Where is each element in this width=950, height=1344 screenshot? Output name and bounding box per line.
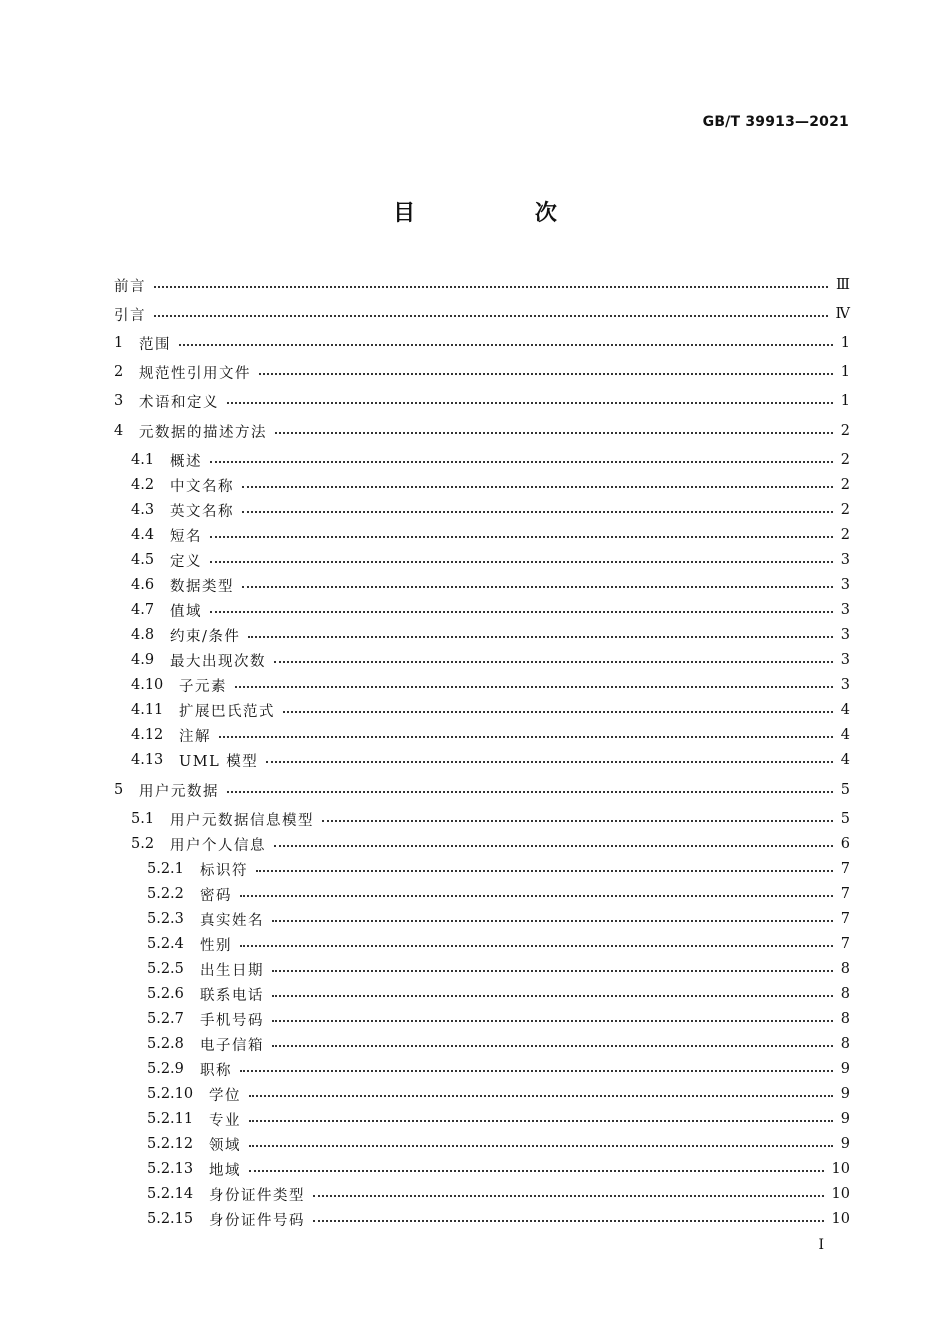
toc-entry-title: 注解 xyxy=(179,728,211,745)
toc-leader-dots xyxy=(272,1020,833,1022)
toc-entry-page: 2 xyxy=(840,423,850,439)
toc-entry-page: 1 xyxy=(840,364,850,380)
toc-entry[interactable] xyxy=(114,649,850,671)
toc-entry-title: 联系电话 xyxy=(200,987,264,1004)
toc-entry-title: 身份证件类型 xyxy=(209,1187,305,1204)
toc-entry[interactable] xyxy=(114,390,850,412)
toc-leader-dots xyxy=(210,561,833,563)
toc-entry-title: 短名 xyxy=(170,528,202,545)
toc-entry-number: 5.1 xyxy=(131,811,155,827)
toc-entry-number: 5.2.1 xyxy=(147,861,184,877)
toc-entry-title: 最大出现次数 xyxy=(170,653,266,670)
toc-entry-page: 4 xyxy=(840,727,850,743)
toc-entry-page: 9 xyxy=(840,1136,850,1152)
toc-leader-dots xyxy=(240,1070,833,1072)
toc-leader-dots xyxy=(313,1220,824,1222)
toc-entry-number: 5.2 xyxy=(131,836,155,852)
toc-entry-page: 8 xyxy=(840,1011,850,1027)
toc-entry-title: 用户元数据信息模型 xyxy=(170,812,314,829)
table-of-contents xyxy=(114,0,850,1344)
toc-entry-title: 值域 xyxy=(170,603,202,620)
toc-entry-page: 6 xyxy=(840,836,850,852)
toc-entry-page: 7 xyxy=(840,936,850,952)
toc-leader-dots xyxy=(227,791,833,793)
toc-entry-page: 8 xyxy=(840,961,850,977)
toc-leader-dots xyxy=(249,1120,833,1122)
toc-entry-title: 子元素 xyxy=(179,678,227,695)
toc-entry[interactable] xyxy=(114,1133,850,1155)
page-title: 目 次 xyxy=(393,200,613,226)
toc-entry-number: 5.2.4 xyxy=(147,936,184,952)
toc-leader-dots xyxy=(154,315,828,317)
toc-entry[interactable] xyxy=(114,1183,850,1205)
toc-leader-dots xyxy=(274,661,833,663)
toc-entry[interactable] xyxy=(114,833,850,855)
toc-entry-number: 5 xyxy=(114,782,124,798)
toc-entry-page: 2 xyxy=(840,477,850,493)
toc-entry-page: 9 xyxy=(840,1061,850,1077)
toc-entry-page: 7 xyxy=(840,911,850,927)
toc-leader-dots xyxy=(235,686,833,688)
toc-leader-dots xyxy=(275,432,833,434)
toc-entry[interactable] xyxy=(114,724,850,746)
toc-entry-title: 扩展巴氏范式 xyxy=(179,703,275,720)
toc-entry-title: 电子信箱 xyxy=(200,1037,264,1054)
toc-entry-number: 5.2.11 xyxy=(147,1111,194,1127)
toc-entry-page: Ⅲ xyxy=(836,277,850,293)
toc-entry-page: 8 xyxy=(840,1036,850,1052)
toc-entry-number: 4.8 xyxy=(131,627,155,643)
toc-entry-number: 5.2.3 xyxy=(147,911,184,927)
toc-entry-page: 5 xyxy=(840,811,850,827)
toc-entry-number: 2 xyxy=(114,364,124,380)
toc-leader-dots xyxy=(272,920,833,922)
toc-entry[interactable] xyxy=(114,1033,850,1055)
toc-entry[interactable] xyxy=(114,303,850,325)
page-number: I xyxy=(818,1237,824,1253)
toc-leader-dots xyxy=(242,586,833,588)
toc-leader-dots xyxy=(210,536,833,538)
toc-leader-dots xyxy=(219,736,833,738)
toc-entry[interactable] xyxy=(114,779,850,801)
toc-entry[interactable] xyxy=(114,549,850,571)
toc-entry-title: 术语和定义 xyxy=(139,394,219,411)
toc-entry-number: 5.2.2 xyxy=(147,886,184,902)
toc-entry[interactable] xyxy=(114,1083,850,1105)
toc-entry-number: 5.2.5 xyxy=(147,961,184,977)
toc-entry[interactable] xyxy=(114,474,850,496)
toc-leader-dots xyxy=(274,845,833,847)
toc-entry[interactable] xyxy=(114,361,850,383)
toc-entry-title: 英文名称 xyxy=(170,503,234,520)
toc-entry-title: 用户个人信息 xyxy=(170,837,266,854)
toc-entry[interactable] xyxy=(114,524,850,546)
toc-entry-number: 4.6 xyxy=(131,577,155,593)
toc-entry-number: 4.1 xyxy=(131,452,155,468)
toc-entry-page: 5 xyxy=(840,782,850,798)
toc-leader-dots xyxy=(249,1145,833,1147)
toc-entry-page: 3 xyxy=(840,552,850,568)
toc-entry-title: UML 模型 xyxy=(179,753,259,770)
toc-entry-number: 4.12 xyxy=(131,727,164,743)
toc-entry[interactable] xyxy=(114,499,850,521)
toc-entry-title: 规范性引用文件 xyxy=(139,365,251,382)
toc-leader-dots xyxy=(179,344,833,346)
toc-leader-dots xyxy=(249,1095,833,1097)
toc-entry-number: 4.10 xyxy=(131,677,164,693)
toc-entry-title: 用户元数据 xyxy=(139,783,219,800)
toc-entry-page: 3 xyxy=(840,652,850,668)
toc-entry-number: 4.9 xyxy=(131,652,155,668)
toc-leader-dots xyxy=(313,1195,824,1197)
toc-entry-title: 中文名称 xyxy=(170,478,234,495)
toc-entry-title: 真实姓名 xyxy=(200,912,264,929)
toc-entry[interactable] xyxy=(114,1058,850,1080)
toc-entry-number: 4.4 xyxy=(131,527,155,543)
toc-entry-number: 5.2.15 xyxy=(147,1211,194,1227)
toc-entry-page: Ⅳ xyxy=(835,306,850,322)
toc-entry[interactable] xyxy=(114,883,850,905)
toc-entry-page: 1 xyxy=(840,335,850,351)
toc-leader-dots xyxy=(240,945,833,947)
toc-entry-page: 3 xyxy=(840,602,850,618)
toc-entry[interactable] xyxy=(114,674,850,696)
toc-entry[interactable] xyxy=(114,858,850,880)
toc-entry-number: 4 xyxy=(114,423,124,439)
toc-leader-dots xyxy=(272,995,833,997)
toc-entry-page: 7 xyxy=(840,886,850,902)
standard-code: GB/T 39913—2021 xyxy=(702,114,849,130)
toc-entry[interactable] xyxy=(114,420,850,442)
toc-entry-page: 9 xyxy=(840,1111,850,1127)
toc-entry-title: 出生日期 xyxy=(200,962,264,979)
toc-leader-dots xyxy=(248,636,832,638)
toc-entry-page: 3 xyxy=(840,627,850,643)
toc-entry-number: 5.2.12 xyxy=(147,1136,194,1152)
toc-entry-page: 2 xyxy=(840,527,850,543)
toc-entry[interactable] xyxy=(114,449,850,471)
toc-leader-dots xyxy=(266,761,832,763)
toc-entry[interactable] xyxy=(114,274,850,296)
toc-entry[interactable] xyxy=(114,332,850,354)
toc-entry[interactable] xyxy=(114,958,850,980)
toc-entry-title: 学位 xyxy=(209,1087,241,1104)
toc-entry[interactable] xyxy=(114,808,850,830)
toc-entry-title: 标识符 xyxy=(200,862,248,879)
toc-leader-dots xyxy=(242,511,833,513)
toc-entry[interactable] xyxy=(114,699,850,721)
toc-entry-number: 4.3 xyxy=(131,502,155,518)
toc-entry-page: 10 xyxy=(831,1211,850,1227)
toc-entry-number: 5.2.8 xyxy=(147,1036,184,1052)
toc-entry-page: 1 xyxy=(840,393,850,409)
toc-entry-page: 3 xyxy=(840,677,850,693)
toc-entry-title: 前言 xyxy=(114,278,146,295)
toc-entry-title: 元数据的描述方法 xyxy=(139,424,267,441)
toc-entry-number: 5.2.9 xyxy=(147,1061,184,1077)
toc-entry[interactable] xyxy=(114,1208,850,1230)
toc-entry-title: 职称 xyxy=(200,1062,232,1079)
toc-entry-number: 4.5 xyxy=(131,552,155,568)
toc-leader-dots xyxy=(154,286,828,288)
toc-entry-number: 4.13 xyxy=(131,752,164,768)
toc-entry[interactable] xyxy=(114,574,850,596)
toc-leader-dots xyxy=(272,970,833,972)
toc-entry-title: 专业 xyxy=(209,1112,241,1129)
toc-entry[interactable] xyxy=(114,983,850,1005)
toc-entry[interactable] xyxy=(114,908,850,930)
toc-entry-page: 4 xyxy=(840,702,850,718)
toc-entry-page: 7 xyxy=(840,861,850,877)
toc-entry-page: 2 xyxy=(840,452,850,468)
toc-leader-dots xyxy=(227,402,833,404)
toc-entry-title: 范围 xyxy=(139,336,171,353)
toc-entry-page: 4 xyxy=(840,752,850,768)
toc-entry-page: 10 xyxy=(831,1161,850,1177)
toc-entry-title: 引言 xyxy=(114,307,146,324)
toc-leader-dots xyxy=(210,461,833,463)
toc-leader-dots xyxy=(283,711,833,713)
toc-entry-title: 数据类型 xyxy=(170,578,234,595)
toc-entry-page: 10 xyxy=(831,1186,850,1202)
toc-entry-page: 8 xyxy=(840,986,850,1002)
toc-entry-title: 领域 xyxy=(209,1137,241,1154)
toc-entry[interactable] xyxy=(114,624,850,646)
toc-leader-dots xyxy=(256,870,833,872)
toc-leader-dots xyxy=(240,895,833,897)
toc-leader-dots xyxy=(249,1170,824,1172)
toc-entry-number: 1 xyxy=(114,335,124,351)
toc-entry-number: 5.2.13 xyxy=(147,1161,194,1177)
toc-leader-dots xyxy=(259,373,833,375)
toc-leader-dots xyxy=(322,820,833,822)
toc-leader-dots xyxy=(242,486,833,488)
toc-entry[interactable] xyxy=(114,749,850,771)
toc-entry-page: 3 xyxy=(840,577,850,593)
toc-entry[interactable] xyxy=(114,1108,850,1130)
toc-entry-number: 5.2.7 xyxy=(147,1011,184,1027)
toc-entry-number: 3 xyxy=(114,393,124,409)
toc-entry-title: 定义 xyxy=(170,553,202,570)
toc-entry-number: 4.7 xyxy=(131,602,155,618)
toc-entry-number: 5.2.10 xyxy=(147,1086,194,1102)
toc-entry[interactable] xyxy=(114,933,850,955)
toc-entry-title: 地域 xyxy=(209,1162,241,1179)
toc-entry-title: 性别 xyxy=(200,937,232,954)
toc-entry-page: 2 xyxy=(840,502,850,518)
toc-entry-title: 身份证件号码 xyxy=(209,1212,305,1229)
toc-entry-title: 密码 xyxy=(200,887,232,904)
toc-entry-title: 约束/条件 xyxy=(170,628,241,645)
toc-leader-dots xyxy=(272,1045,833,1047)
toc-entry-number: 4.2 xyxy=(131,477,155,493)
toc-entry-number: 5.2.6 xyxy=(147,986,184,1002)
toc-entry[interactable] xyxy=(114,1158,850,1180)
toc-entry-title: 概述 xyxy=(170,453,202,470)
toc-entry-number: 4.11 xyxy=(131,702,164,718)
toc-entry-title: 手机号码 xyxy=(200,1012,264,1029)
toc-leader-dots xyxy=(210,611,833,613)
toc-entry-number: 5.2.14 xyxy=(147,1186,194,1202)
toc-entry[interactable] xyxy=(114,1008,850,1030)
toc-entry-page: 9 xyxy=(840,1086,850,1102)
toc-entry[interactable] xyxy=(114,599,850,621)
